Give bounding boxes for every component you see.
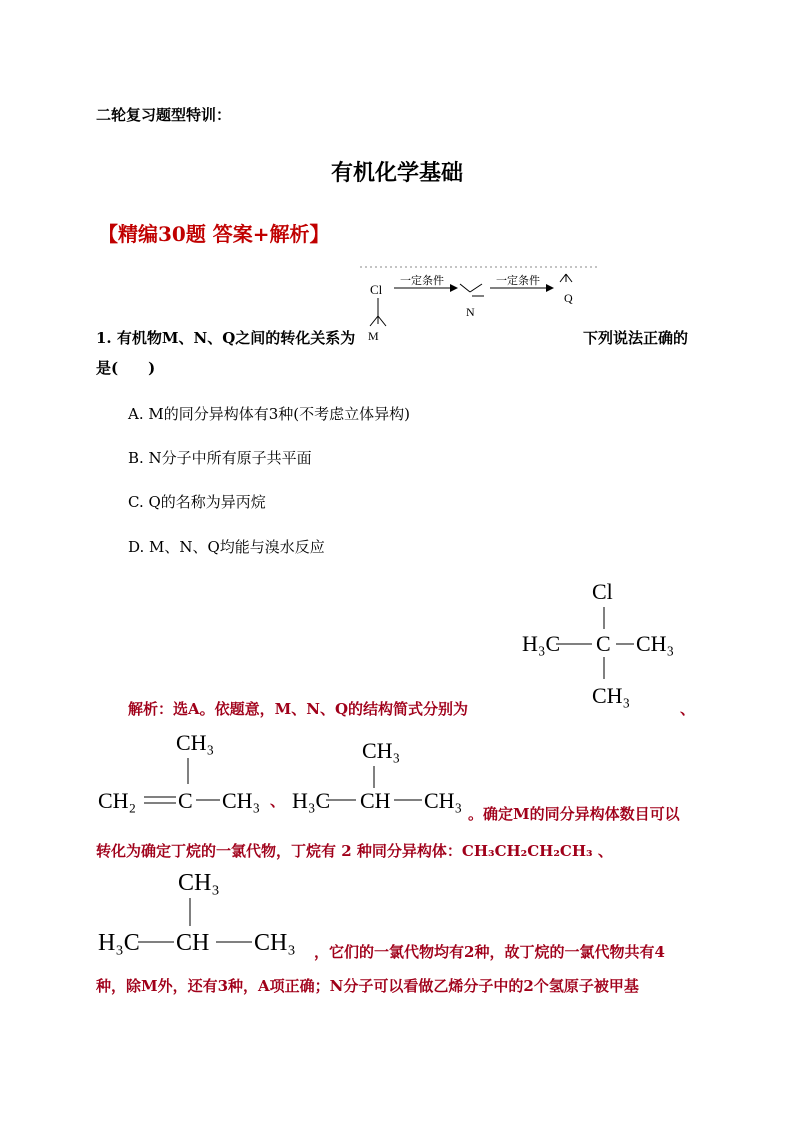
option-a: A. M的同分异构体有3种(不考虑立体异构) (128, 405, 410, 423)
formula-isobutane (290, 736, 480, 818)
bond (560, 274, 566, 282)
atom-center: CH (176, 930, 210, 956)
atom-bottom: CH₃ (592, 683, 631, 708)
atom-center: C (596, 631, 611, 656)
question-stem-start: 1. 有机物M、N、Q之间的转化关系为 (96, 329, 356, 347)
page-title: 有机化学基础 (330, 160, 463, 186)
atom-top: CH₃ (362, 738, 401, 763)
analysis-line-4-tail: ，它们的一氯代物均有2种，故丁烷的一氯代物共有4 (314, 943, 665, 961)
analysis-line-5: 种，除M外，还有3种，A项正确；N分子可以看做乙烯分子中的2个氢原子被甲基 (96, 977, 639, 995)
reaction-scheme (360, 262, 600, 344)
reagent-2: 一定条件 (496, 275, 540, 287)
atom-right: CH₃ (254, 930, 296, 956)
atom-center: CH (360, 788, 391, 813)
reagent-1: 一定条件 (400, 275, 444, 287)
atom-left: H₃C (292, 788, 331, 813)
bond (470, 284, 482, 292)
banner: 【精编30题 答案+解析】 (98, 222, 330, 246)
atom-left: CH₂ (98, 788, 137, 813)
atom-right: CH₃ (222, 788, 261, 813)
question-stem-end: 下列说法正确的 (583, 329, 689, 347)
formula-isobutane-2 (96, 866, 316, 960)
section-kicker: 二轮复习题型特训： (96, 106, 232, 124)
label-n: N (466, 305, 475, 319)
atom-right: CH₃ (424, 788, 463, 813)
atom-top: CH₃ (178, 870, 220, 896)
separator: 、 (270, 792, 286, 810)
analysis-line-3: 转化为确定丁烷的一氯代物，丁烷有 2 种同分异构体：CH₃CH₂CH₂CH₃ 、 (96, 842, 613, 860)
option-b: B. N分子中所有原子共平面 (128, 449, 312, 467)
formula-isobutene (96, 728, 276, 818)
analysis-line-1: 解析：选A。依题意，M、N、Q的结构简式分别为 (128, 700, 469, 718)
formula-tert-butyl-chloride (520, 575, 690, 715)
option-c: C. Q的名称为异丙烷 (128, 493, 266, 511)
separator: 、 (680, 700, 696, 718)
atom-right: CH₃ (636, 631, 675, 656)
arrow-head (450, 284, 458, 292)
arrow-head (546, 284, 554, 292)
bond (378, 316, 386, 326)
atom-cl: Cl (370, 282, 383, 297)
question-stem-wrap: 是( ) (96, 359, 156, 377)
atom-left: H₃C (522, 631, 561, 656)
bond (566, 274, 572, 282)
analysis-line-2-tail: 。确定M的同分异构体数目可以 (468, 805, 680, 823)
atom-center: C (178, 788, 193, 813)
atom-top: Cl (592, 579, 613, 604)
bond (460, 284, 470, 292)
atom-left: H₃C (98, 930, 140, 956)
atom-top: CH₃ (176, 730, 215, 755)
label-m: M (368, 329, 379, 343)
bond (370, 316, 378, 326)
label-q: Q (564, 291, 573, 305)
option-d: D. M、N、Q均能与溴水反应 (128, 538, 325, 556)
